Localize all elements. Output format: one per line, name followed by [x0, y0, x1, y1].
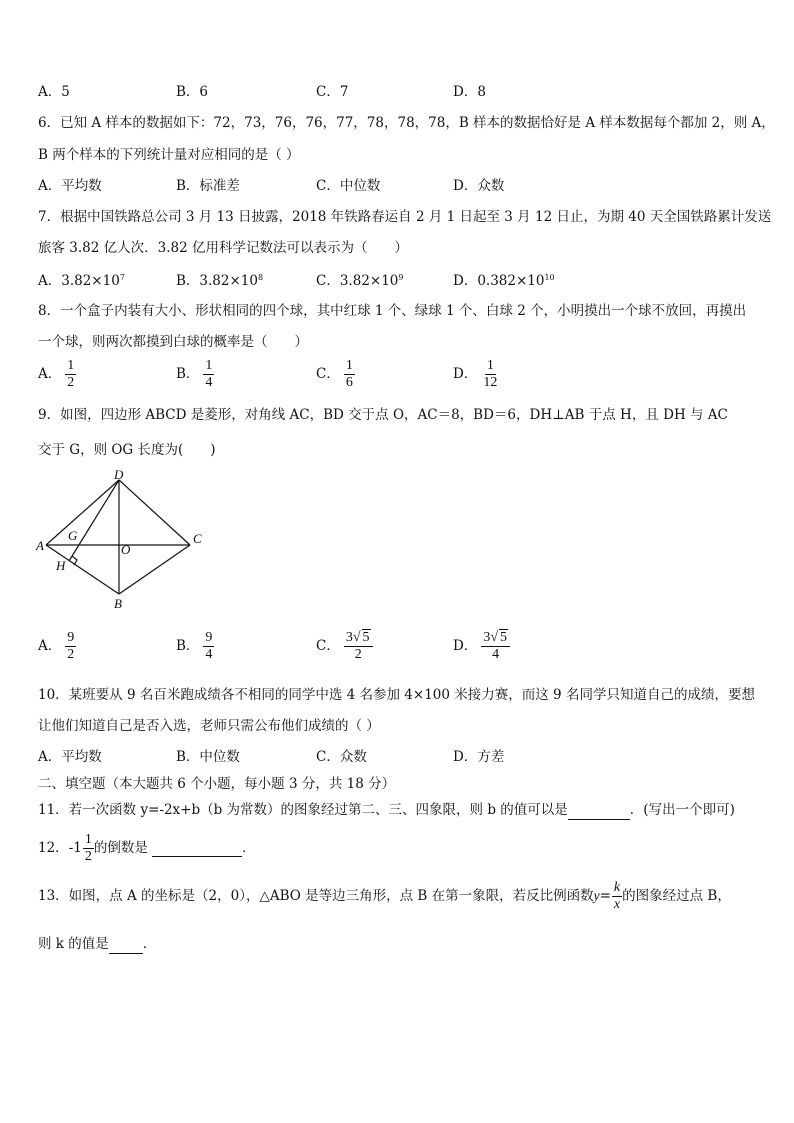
answer-blank[interactable]	[152, 840, 242, 857]
edge-da	[46, 480, 119, 545]
answer-blank[interactable]	[568, 801, 630, 820]
sqrt-sign: √ 5	[490, 630, 508, 645]
fraction: $\frac{9}{4}$	[205, 630, 213, 662]
q9-option-b: B． $\frac{9}{4}$	[176, 630, 213, 662]
fraction: $\frac{1}{12}$	[483, 358, 498, 390]
q5-option-c: C．7	[316, 84, 349, 100]
fraction: $\frac{1}{4}$	[205, 358, 213, 390]
q12: 12．-1 $\frac{1}{2}$ 的倒数是 ．	[38, 832, 256, 864]
q9-stem-line2: 交于 G，则 OG 长度为( )	[38, 442, 216, 458]
q9-option-c: C． $\frac{3√ 5}{2}$	[316, 630, 373, 663]
q7-option-d: D．$0.382\times 10^{10}$	[453, 273, 555, 289]
q10-stem-line2: 让他们知道自己是否入选，老师只需公布他们成绩的（ ）	[38, 718, 380, 734]
label-d: D	[114, 470, 124, 482]
q6-stem-line1: 6．已知 A 样本的数据如下：72，73，76，76，77，78，78，78，B 样本的数据恰好是 A 样本数据每个都加 2，则 A，	[38, 115, 775, 131]
q5-option-a: A．5	[38, 84, 70, 100]
q8-stem-line1: 8．一个盒子内装有大小、形状相同的四个球，其中红球 1 个、绿球 1 个、白球 2 个，小明摸出一个球不放回，再摸出	[38, 303, 747, 319]
sqrt-sign: √ 5	[352, 630, 370, 645]
q6-option-c: C．中位数	[316, 178, 381, 194]
q7-option-c: C．$3.82\times 10^9$	[316, 273, 404, 289]
label-o: O	[121, 542, 131, 557]
fraction: $\frac{3√ 5}{2}$	[344, 630, 373, 663]
q10-option-c: C．众数	[316, 749, 367, 765]
q10-option-b: B．中位数	[176, 749, 240, 765]
label-g: G	[68, 528, 78, 543]
rhombus-figure	[30, 470, 220, 615]
q7-stem-line2: 旅客 3.82 亿人次．3.82 亿用科学记数法可以表示为（ ）	[38, 240, 408, 256]
label-b: B	[114, 596, 122, 611]
q8-stem-line2: 一个球，则两次都摸到白球的概率是（ ）	[38, 334, 308, 350]
label-c: C	[193, 531, 202, 546]
fraction: $\frac{9}{2}$	[67, 630, 75, 662]
q5-option-d: D．8	[453, 84, 486, 100]
q9-option-d: D． $\frac{3√ 5}{4}$	[453, 630, 510, 663]
q5-option-b: B．6	[176, 84, 209, 100]
fraction: $\frac{1}{6}$	[345, 358, 353, 390]
label-h: H	[56, 558, 66, 573]
q13-stem-line2: 则 k 的值是 ．	[38, 936, 157, 952]
q8-option-a: A． $\frac{1}{2}$	[38, 358, 75, 390]
q7-option-a: A．$3.82\times 10^7$	[38, 273, 125, 289]
section-heading-fill-in: 二、填空题（本大题共 6 个小题，每小题 3 分，共 18 分）	[38, 776, 396, 792]
q13-stem-line1: 13．如图，点 A 的坐标是（2，0），△ABO 是等边三角形，点 B 在第一象限，若反比例函数y= $\frac{k}{x}$ 的图象经过点 B，	[38, 880, 731, 912]
q8-option-d: D． $\frac{1}{12}$	[453, 358, 498, 390]
fraction: $\frac{1}{2}$	[67, 358, 75, 390]
answer-blank[interactable]	[109, 935, 143, 954]
q6-option-a: A．平均数	[38, 178, 102, 194]
q9-option-a: A． $\frac{9}{2}$	[38, 630, 75, 662]
q7-stem-line1: 7．根据中国铁路总公司 3 月 13 日披露，2018 年铁路春运自 2 月 1 日起至 3 月 12 日止，为期 40 天全国铁路累计发送	[38, 209, 772, 225]
fraction: $\frac{k}{x}$	[613, 880, 621, 912]
fraction: $\frac{3√ 5}{4}$	[481, 630, 510, 663]
fraction: $\frac{1}{2}$	[84, 832, 92, 864]
q10-stem-line1: 10．某班要从 9 名百米跑成绩各不相同的同学中选 4 名参加 4×100 米接力赛，而这 9 名同学只知道自己的成绩，要想	[38, 687, 755, 703]
edge-dc	[119, 480, 190, 545]
q6-option-b: B．标准差	[176, 178, 240, 194]
segment-dh	[69, 480, 119, 561]
q8-option-b: B． $\frac{1}{4}$	[176, 358, 213, 390]
q8-option-c: C． $\frac{1}{6}$	[316, 358, 353, 390]
q7-option-b: B．$3.82\times 10^8$	[176, 273, 264, 289]
q10-option-d: D．方差	[453, 749, 505, 765]
q9-stem-line1: 9．如图，四边形 ABCD 是菱形，对角线 AC，BD 交于点 O，AC＝8，BD＝6，DH⊥AB 于点 H，且 DH 与 AC	[38, 407, 728, 423]
q6-option-d: D．众数	[453, 178, 505, 194]
q11: 11．若一次函数 y=-2x+b（b 为常数）的图象经过第二、三、四象限，则 b 的值可以是 ．(写出一个即可)	[38, 802, 735, 818]
q6-stem-line2: B 两个样本的下列统计量对应相同的是（ ）	[38, 147, 300, 163]
q10-option-a: A．平均数	[38, 749, 102, 765]
label-a: A	[36, 538, 44, 553]
